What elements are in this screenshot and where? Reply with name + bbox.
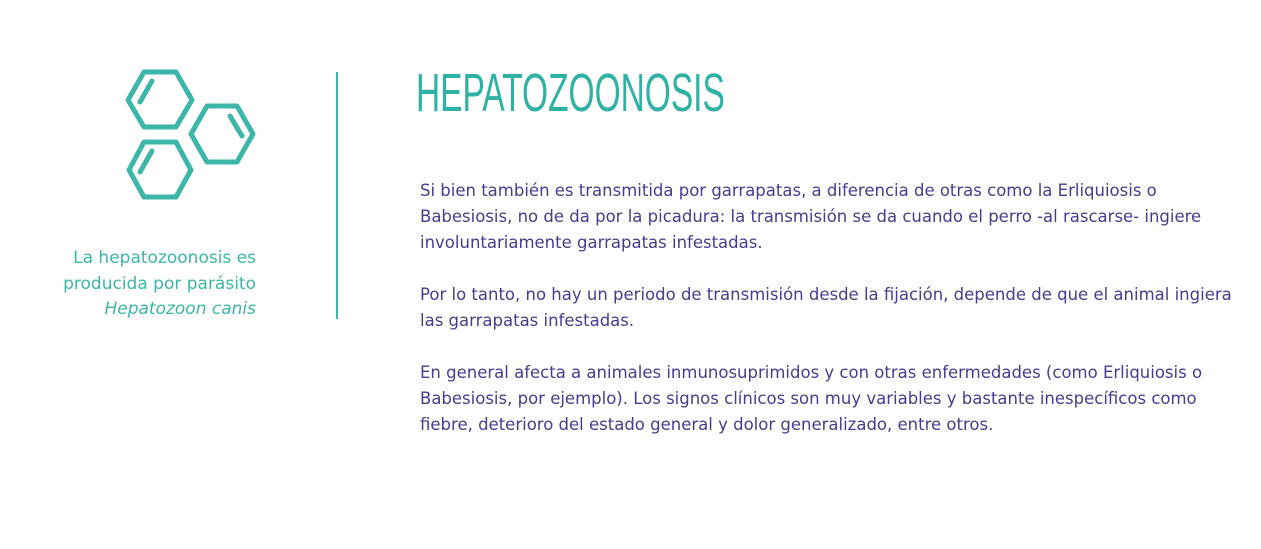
paragraph-line: las garrapatas infestadas. [420,311,635,330]
paragraph-line: En general afecta a animales inmunosuprimidos y con otras enfermedades (como Erliquiosis o [420,363,1203,382]
paragraph-line: fiebre, deterioro del estado general y dolor generalizado, entre otros. [420,415,994,434]
vertical-divider [336,72,338,319]
body-text [420,178,1260,464]
paragraph-1 [420,178,1260,256]
paragraph-3 [420,360,1260,438]
caption-species: Hepatozoon canis [104,299,256,319]
paragraph-line: Si bien también es transmitida por garrapatas, a diferencia de otras como la Erliquiosis o [420,181,1157,200]
molecule-hexagons-icon [122,66,262,206]
paragraph-line: Babesiosis, por ejemplo). Los signos clínicos son muy variables y bastante inespecíficos como [420,389,1197,408]
paragraph-line: involuntariamente garrapatas infestadas. [420,233,763,252]
page-title: HEPATOZOONOSIS [416,63,725,123]
paragraph-line: Babesiosis, no de da por la picadura: la transmisión se da cuando el perro -al rascarse- ingiere [420,207,1202,226]
caption [20,246,256,323]
paragraph-line: Por lo tanto, no hay un periodo de transmisión desde la fijación, depende de que el animal ingiera [420,285,1232,304]
paragraph-2 [420,282,1260,334]
caption-line-2: producida por parásito [63,273,256,294]
caption-line-1: La hepatozoonosis es [73,248,256,268]
